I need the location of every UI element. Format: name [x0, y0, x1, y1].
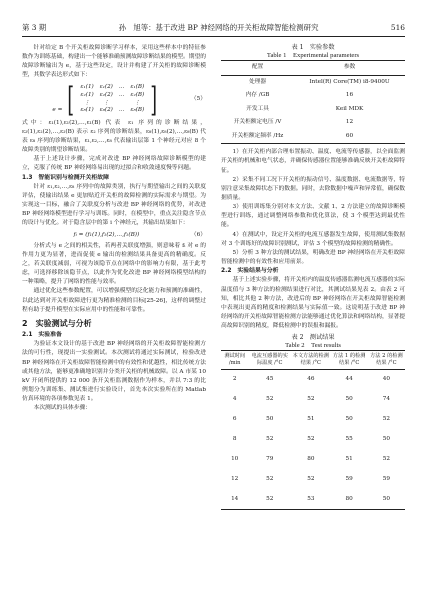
table-cell: 79: [266, 455, 274, 462]
table-header: 方法 2 的检测结果 /°C: [368, 351, 405, 369]
table-row: [221, 130, 405, 144]
running-title: 孙 旭等：基于改进 BP 神经网络的开关柜故障智能检测研究: [118, 22, 319, 32]
table-cell: 12: [231, 475, 239, 482]
table-cell: 51: [307, 415, 315, 422]
table-cell: 12: [345, 119, 354, 126]
table-row: [221, 429, 405, 449]
running-header: [22, 20, 405, 34]
step-item: 4）在测试中，设定开关柜的电流互感器发生故障，使用测试集数据对 3 个训练好的故障识别测试，评估 3 个模型的故障检测的精确性。: [221, 231, 405, 247]
step-item: 2）采集不同工况下开关柜的振动信号、温度数据、电流数据等，特别注意采集故障状态下的数据。同时，去除数据中噪声和异常值，确保数据质量。: [221, 176, 405, 201]
matrix-cell: …: [118, 84, 125, 91]
table-cell: 52: [266, 395, 274, 402]
step-item: 3）使用训练集分别对本文方法、文献 1、2 方法建立的故障诊断模型进行训练，通过调整网络参数和优化算法，使 3 个模型达到最优性能。: [221, 204, 405, 229]
paragraph: 针对给定 B 个开关柜故障诊断学习样本，采用这些样本中的特征参数作为训练基础，构建出一个能够准确预测故障诊断结果的模型。期望的故障诊断输出为 e，基于这些设定，设计并构建了开关柜的故障诊断模型，其数学表达形式如下：: [22, 45, 206, 79]
table-cell: 52: [382, 415, 390, 422]
table-header: 本文方法的检测结果 /°C: [291, 351, 331, 369]
paragraph: 为验证本文设计的基于改进 BP 神经网络的开关柜故障智能检测方法的可行性，现提出一实验测试。本次测试将通过实际测试，检验改进 BP 神经网络在开关柜故障智能检测中的有效性和优越性，相比传统方法或其他方法，能够更准确地识别并分类开关柜的机械故障。以 A 市某 10 kV 开闭所提供的 12 000 条开关柜监测数据作为样本，并以 7:3 的比例划分为训练集、测试集进行实验设计，首先本次实验所在的 Matlab 仿真环境的各项参数见表 1。: [22, 341, 206, 403]
matrix-cell: …: [118, 91, 125, 98]
matrix-cell: [116, 100, 128, 108]
table-cell: 52: [307, 435, 315, 442]
section-heading: 1.3 智能识别与检测开关柜故障: [22, 174, 110, 181]
step-item: 1）在开关柜内部合理布置振动、温度、电流等传感器，以全面监测开关柜的机械和电气状态，并确保传感器位置能够准确反映开关柜故障特征。: [221, 149, 405, 174]
paragraph: 针对 ε₁,ε₂,…,ε₈ 序列中的故障类别，执行与期望输出之间的关联度评估，使输出结果 e 更加贴近开关柜的故障检测的实际需求与期望。为实现这一目标，融合了关联度分析与改进 BP 神经网络的优势，对改进 BP 神经网络模型进行学习与训练。同时，在模型中，重点关注隐含节点的设计与优化。对于隐含层中的第 i 个神经元，其输出结果如下：: [22, 183, 206, 227]
table-cell: 处理器: [249, 78, 267, 85]
table-row: [221, 103, 405, 117]
table-cell: 46: [307, 375, 315, 382]
table-cell: 45: [266, 375, 274, 382]
table-row: [221, 489, 405, 509]
table-header: 方法 1 的检测结果 /°C: [331, 351, 368, 369]
equation-5: [22, 79, 206, 120]
left-column: [22, 44, 206, 413]
table-row: [221, 449, 405, 469]
table-cell: 51: [345, 455, 353, 462]
table-header: 参数: [294, 61, 405, 76]
table-cell: 4: [232, 395, 237, 402]
table-cell: 50: [345, 415, 353, 422]
matrix-cell: ε₈(1): [80, 107, 94, 114]
matrix-cell: …: [118, 107, 125, 114]
section-heading: 2 实验测试与分析: [22, 318, 92, 328]
table-cell: Keil MDK: [335, 105, 364, 112]
table-cell: 50: [345, 395, 353, 402]
matrix-cell: ε₂(2): [99, 91, 113, 98]
table-cell: Intel(R) Core(TM) i8-9400U: [309, 78, 390, 85]
table-cell: 52: [266, 475, 274, 482]
table-cell: 6: [232, 415, 237, 422]
matrix-cell: ε₁(1): [80, 84, 94, 91]
matrix-cell: ε₂(1): [80, 91, 94, 98]
table-cell: 开关柜额定电压 /V: [233, 119, 282, 126]
table-row: [221, 89, 405, 103]
table-cell: 50: [266, 415, 274, 422]
matrix-cell: ⋮: [84, 99, 90, 106]
matrix-cell: ε₂(B): [130, 91, 145, 98]
paragraph: 基于上述实验步骤，将开关柜内的温度传感器监测电流互感器的实际温度值与 3 种方法的检测结果进行对比，其测试结果见表 2。由表 2 可知，相比其他 2 种方法，改进后的 BP 神经网络在开关柜故障智能检测中表现出更高的精度和检测结果与实际值一致。这说明基于改进 BP 神经网络的开关柜故障智能检测方法能够通过优化算法和网络结构，显著提高故障识别的精度，降低检测中的误报和漏报。: [221, 277, 405, 330]
table-row: [221, 369, 405, 389]
table-cell: 2: [232, 375, 237, 382]
table-cell: 44: [345, 375, 353, 382]
paragraph: 基于上述设计步骤，完成对改进 BP 神经网络故障诊断模型的建立，克服了传统 BP 神经网络易出现的过拟合和收敛速度慢等问题。: [22, 156, 206, 172]
parameters-table: [221, 60, 405, 144]
table-caption: 表 2 测试结果: [291, 334, 335, 342]
paragraph: 通过优化这些参数配置，可以增强模型的泛化能力和预测的准确性，以此达到对开关柜故障进行更为精准检测的目标[25-26]，这样的调整过程有助于提升模型在实际应用中的性能和可靠性。: [22, 288, 206, 313]
subsection-heading: 2.2 实验结果与分析: [221, 268, 279, 275]
table-row: [221, 389, 405, 409]
header-rule: [22, 36, 405, 37]
table-cell: 53: [291, 489, 331, 509]
table-cell: 50: [368, 489, 405, 509]
matrix-cell: ⋮: [103, 99, 110, 106]
table-caption-en: Table 1 Experimental parameters: [266, 52, 360, 59]
paragraph: 式中：ε₁(1),ε₁(2),…,ε₁(B) 代表 ε₁ 序列的诊断结果，ε₂(1),ε₂(2),…,ε₂(B) 表示 ε₂ 序列的诊断结果，ε₈(1),ε₈(2),…,ε₈(B) 代表 ε₈ 序列的诊断结果，ε₁,ε₂,…,ε₈ 代表输出层第 1 个神经元对应 8 个故障类别的期望诊断结果。: [22, 119, 206, 154]
table-cell: 内存 /GB: [245, 92, 270, 99]
step-item: 5）分析 3 种方法的测试结果，明确改进 BP 神经网络在开关柜故障智能检测中的有效性和应用前景。: [221, 249, 405, 266]
page-number: 516: [390, 22, 405, 32]
matrix-cell: ε₁(2): [99, 84, 113, 91]
table-row: [221, 75, 405, 89]
table-cell: 52: [307, 475, 315, 482]
equation-lhs: e =: [52, 106, 63, 113]
results-table: [221, 350, 405, 510]
matrix-cell: ⋮: [134, 99, 141, 106]
table-cell: 40: [382, 375, 390, 382]
table-cell: 52: [248, 489, 291, 509]
table-cell: 52: [266, 435, 274, 442]
table-header: 电流互感器的实际温度 /°C: [248, 351, 291, 369]
table-cell: 74: [382, 395, 390, 402]
right-column: [221, 44, 405, 514]
table-row: [221, 409, 405, 429]
table-caption: 表 1 实验参数: [291, 44, 335, 51]
table-cell: 50: [382, 435, 390, 442]
table-cell: 52: [307, 395, 315, 402]
table-cell: 59: [382, 475, 390, 482]
table-header: 配置: [221, 61, 294, 76]
equation-number: （6）: [190, 231, 206, 238]
table-cell: 14: [221, 489, 248, 509]
matrix-cell: ε₈(B): [130, 107, 145, 114]
table-cell: 16: [345, 92, 354, 99]
table-cell: 55: [345, 435, 353, 442]
table-cell: 10: [231, 455, 239, 462]
table-cell: 59: [345, 475, 353, 482]
table-row: [221, 469, 405, 489]
matrix: [ ε₁(1) ε₁(2) … ε₁(B) ε₂(1) ε₂(2) … ε₂(B) ⋮ ⋮ ⋮ ε₈(1) ε₈(2) … ε₈(B) ]: [67, 79, 158, 120]
table-caption-en: Table 2 Test results: [285, 342, 341, 350]
equation-body: fᵢ = (f₁(1),f₁(2),…,f₁(B)): [73, 231, 140, 238]
subsection-heading: 2.1 实验准备: [22, 332, 62, 339]
table-cell: 开发工具: [246, 105, 269, 112]
table-cell: 8: [232, 435, 237, 442]
paragraph: 分析式与 e 之间的相关性，若两者关联度增强，则意味着 fᵢ 对 e 的作用力更为显著，进而促使 e 输出的检测结果具备更高的精确度。反之，若关联度减弱，可视为该隐节点在网络中的影响力有限，基于此考虑，可选择移除该隐节点，以此作为优化改进 BP 神经网络模型结构的一种策略，提升了网络的性能与效率。: [22, 242, 206, 286]
table-cell: 60: [294, 130, 405, 144]
table-cell: 80: [307, 455, 315, 462]
issue-number: 第 3 期: [22, 22, 47, 32]
paragraph: 本次测试的具体步骤：: [33, 405, 91, 412]
table-cell: 80: [331, 489, 368, 509]
table-cell: 52: [382, 455, 390, 462]
equation-number: （5）: [190, 96, 206, 103]
matrix-cell: ε₈(2): [99, 107, 113, 114]
table-cell: 开关柜额定频率 /Hz: [221, 130, 294, 144]
table-header: 测试时间 /min: [221, 351, 248, 369]
equation-6: [22, 231, 206, 240]
matrix-cell: ε₁(B): [130, 84, 145, 91]
table-row: [221, 116, 405, 130]
